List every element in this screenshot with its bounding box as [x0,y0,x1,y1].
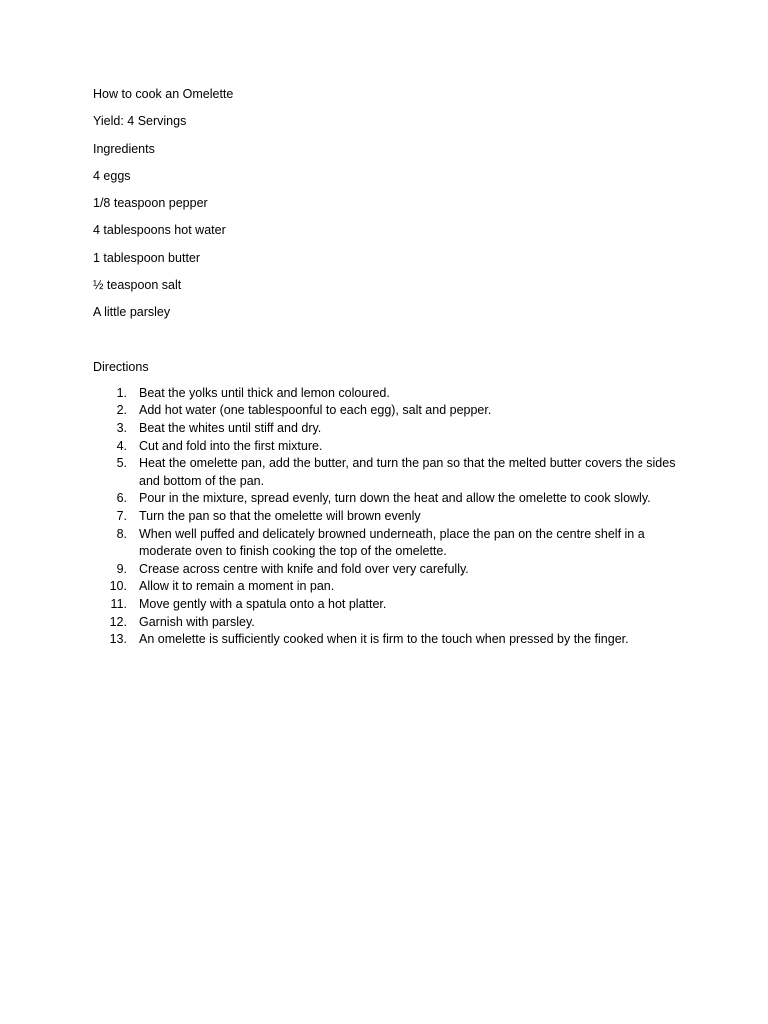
step-number: 7. [116,508,127,523]
ingredient-item: ½ teaspoon salt [93,277,182,292]
ingredient-item: 1 tablespoon butter [93,250,201,265]
step-number: 5. [116,456,127,471]
step-number: 2. [116,403,127,418]
direction-step [93,561,678,579]
step-text: Turn the pan so that the omelette will brown evenly [139,508,421,523]
recipe-title: How to cook an Omelette [93,87,234,101]
directions-list [93,385,678,649]
direction-step [93,526,678,561]
step-number: 11. [110,596,127,611]
step-text: Beat the yolks until thick and lemon coloured. [139,385,390,400]
step-number: 10. [109,579,127,594]
directions-heading: Directions [93,359,149,374]
step-text: Heat the omelette pan, add the butter, and turn the pan so that the melted butter covers the sides and bottom of the pan. [139,456,676,488]
direction-step [93,385,678,403]
ingredient-item: 4 tablespoons hot water [93,223,226,238]
ingredient-item: 1/8 teaspoon pepper [93,196,208,211]
direction-step [93,578,678,596]
step-number: 13. [109,632,127,647]
step-number: 9. [116,561,127,576]
direction-step [93,438,678,456]
step-text: When well puffed and delicately browned underneath, place the pan on the centre shelf in a moderate oven to finish cooking the top of the omelette. [139,526,645,559]
step-number: 6. [116,491,127,506]
direction-step [93,490,678,508]
step-text: Garnish with parsley. [139,614,255,629]
step-text: Allow it to remain a moment in pan. [139,579,335,594]
step-text: Move gently with a spatula onto a hot platter. [139,596,387,611]
step-text: Beat the whites until stiff and dry. [139,421,322,435]
direction-step [93,508,678,526]
document-body [93,86,678,649]
ingredients-heading: Ingredients [93,141,155,156]
step-number: 4. [116,438,127,453]
ingredient-item: 4 eggs [93,168,131,183]
recipe-yield: Yield: 4 Servings [93,114,187,129]
blank-line [93,332,678,359]
direction-step [93,614,678,632]
step-text: Pour in the mixture, spread evenly, turn down the heat and allow the omelette to cook slowly. [139,491,651,506]
step-text: An omelette is sufficiently cooked when it is firm to the touch when pressed by the finger. [139,632,629,647]
step-number: 8. [116,526,127,541]
step-text: Add hot water (one tablespoonful to each egg), salt and pepper. [139,403,492,418]
step-text: Cut and fold into the first mixture. [139,438,323,453]
direction-step [93,402,678,420]
direction-step [93,631,678,649]
direction-step [93,420,678,438]
direction-step [93,596,678,614]
direction-step [93,455,678,490]
step-number: 12. [109,614,127,629]
step-number: 3. [116,421,127,435]
step-text: Crease across centre with knife and fold over very carefully. [139,561,469,576]
ingredient-item: A little parsley [93,305,171,320]
step-number: 1. [116,385,127,400]
